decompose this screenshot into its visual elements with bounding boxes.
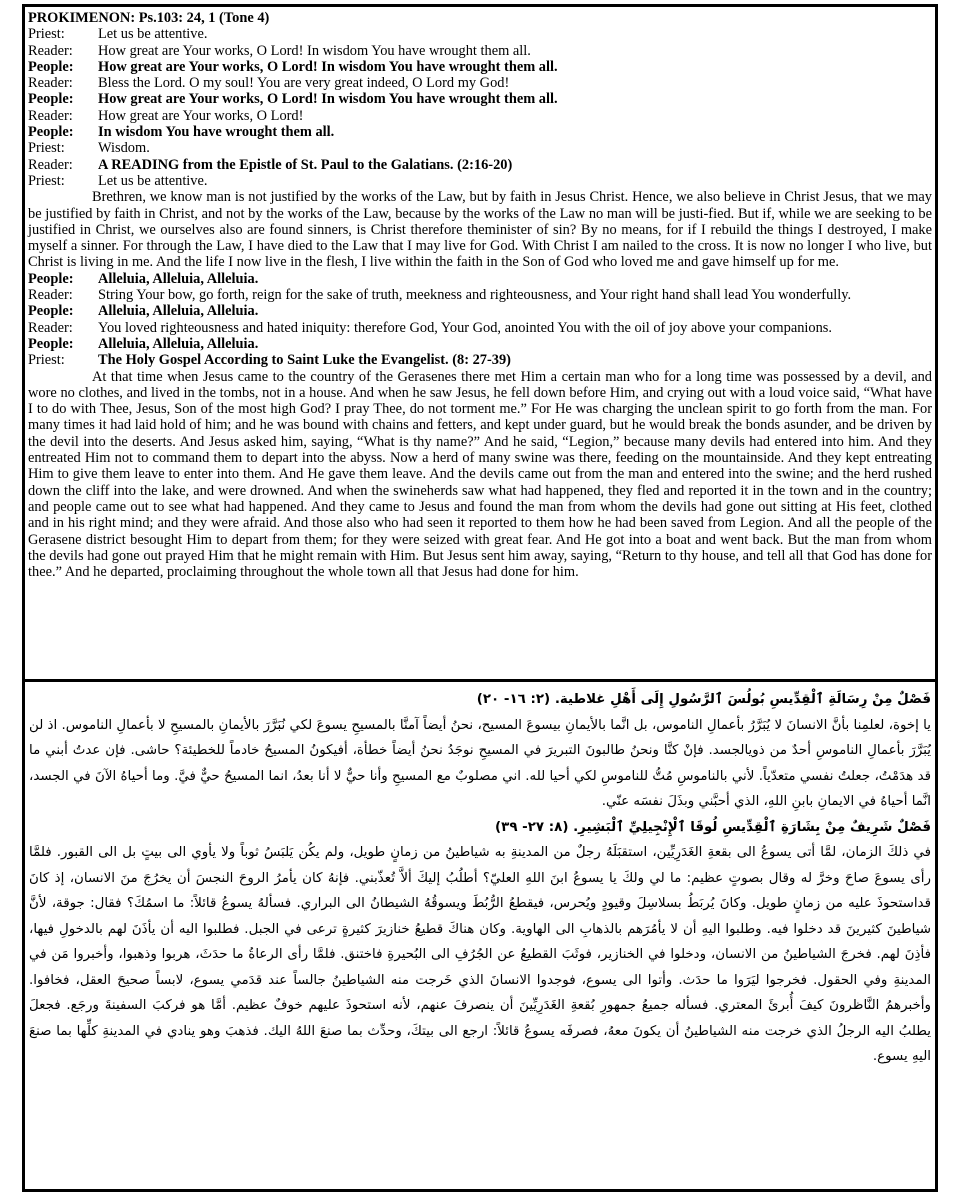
arabic-gospel-text: في ذلكَ الزمان، لمَّا أتى يسوعُ الى بقعةِ الغَدَرِيِّين، استقبَلَهُ رجلٌ من المدينةِ به شياطينُ من زمانٍ طويل، ولم يكُن يَلبَسُ ثوباً ولا يأوي الى بيتٍ بل الى القبور. فلمَّا رأى يسوعَ صاحَ وخرَّ له وقال بصوتٍ عظيم: ما لي ولكَ يا يسوعُ ابنَ اللهِ العليّ؟ أطلُبُ إليكَ ألاَّ تُعذّبني. فإنهُ كان يأمرُ الروحَ النجسَ أن يخرُجَ منَ الانسان، إذ كانَ قداستحوذَ عليه من زمانٍ طويل. وكانَ يُربَطُ بسلاسِلَ وقيودٍ ويُحرس، فيقطعُ الرُّبُطَ ويسوقُهُ الشيطانُ الى البراري. فسألهُ يسوعُ قائلاً: ما اسمُكَ؟ فقال: جوقة، لأنَّ شياطينَ كثيرينَ قد دخلوا فيه. وطلبوا اليهِ أن لا يأمُرَهم بالذهابِ الى الهاوية. وكان هناكَ قطيعُ خنازيرَ كثيرةٍ ترعى في الجبل. فطلبوا اليه أن يأذَنَ لهم بالدخولِ فيها، فأذِنَ لهم. فخرجَ الشياطينُ من الانسان، ودخلوا في الخنازير، فوثَبَ القطيعُ عن الجُرُفِ الى البُحيرةِ فاختنق. فلمَّا رأى الرعاةُ ما حدَثَ، هربوا وذهبوا، وأخبروا مَن في المدينةِ وفي الحقول. فخرجوا ليَرَوا ما حدَث. وأتوا الى يسوع، فوجدوا الانسانَ الذي خَرجت منه الشياطينُ جالساً عند قدَمي يسوع، لابساً صحيحَ العقل، فخافوا. وأخبرهمُ النَّاظرونَ كيفَ أُبرئَ المعتري. فسأله جميعُ جمهورِ بُقعةِ الغَدَرِيِّينَ أن ينصرفَ عنهم، لأنه استحوذَ عليهم خوفٌ عظيم. أمَّا هو فركبَ السفينةَ ورجَع. فجعلَ يطلبُ اليه الرجلُ الذي خرجت منه الشياطينُ أن يكونَ معهُ، فصرفَه يسوعُ قائلاً: ارجع الى بيتكَ، وحدِّث بما صنعَ اللهُ اليك. فذهبَ وهو ينادي في المدينةِ كلِّها بما صنعَ اليهِ يسوع. [29,845,931,1064]
dialogue-line [28,352,932,368]
line-text: Alleluia, Alleluia, Alleluia. [98,303,259,320]
speaker-role: Priest: [28,352,65,369]
line-text: In wisdom You have wrought them all. [98,124,335,141]
line-text: Alleluia, Alleluia, Alleluia. [98,335,259,352]
page-frame [22,4,938,1192]
arabic-readings [29,687,931,1070]
speaker-role: Reader: [28,156,73,173]
dialogue-line [28,26,932,42]
dialogue-line [28,303,932,319]
dialogue-line [28,271,932,287]
dialogue-line [28,91,932,107]
line-text: How great are Your works, O Lord! In wisdom You have wrought them all. [98,58,558,75]
speaker-role: Reader: [28,287,73,304]
speaker-role: Reader: [28,319,73,336]
line-text: Wisdom. [98,140,150,157]
line-text: How great are Your works, O Lord! In wisdom You have wrought them all. [98,91,558,108]
arabic-gospel-heading: فَصْلٌ شَرِيفٌ مِنْ بِشَارَةِ ٱلْقِدِّيسِ لُوقَا ٱلْإِنْجِيلِيِّ ٱلْبَشِيرِ. (٨: ٢٧- ٣٩) [495,819,931,835]
line-text: How great are Your works, O Lord! In wisdom You have wrought them all. [98,42,531,59]
line-text: How great are Your works, O Lord! [98,107,304,124]
speaker-role: Reader: [28,107,73,124]
dialogue-line [28,336,932,352]
speaker-role: People: [28,270,74,287]
dialogue-line [28,124,932,140]
epistle-text: Brethren, we know man is not justified by the works of the Law, but by faith in Jesus Christ. Hence, we also believe in Christ Jesus, that we may be justified by faith in Christ, and not by the works of the Law, because by the works of the Law no man will be justi-fied. But if, while we are seeking to be justified in Christ, we ourselves also are found sinners, is Christ therefore theminister of sin? By no means, for if I rebuild the things I destroyed, I make myself a sinner. For through the Law, I have died to the Law that I may live for God. With Christ I am nailed to the cross. It is now no longer I who live, but Christ is living in me. And the life I now live in the flesh, I live within the faith in the Son of God who loved me and gave himself up for me. [28,189,932,271]
english-readings [28,10,932,580]
dialogue-before-epistle [28,26,932,189]
line-text: You loved righteousness and hated iniquity: therefore God, Your God, anointed You with the oil of joy above your companions. [98,319,832,336]
arabic-epistle-text: يا إخوة، لعلمِنا بأنَّ الانسانَ لا يُبَرَّرُ بأعمالِ الناموس، بل انَّما بالأيمانِ بيسوعَ المسيح، نحنُ أيضاً آمنَّا بالمسيحِ يسوعَ لكي نُبَرَّرَ بالأيمانِ بالمسيحِ لا بأعمالِ الناموس. اذ لن يُبَرَّرَ بأعمالِ الناموسِ أحدٌ من ذويالجسد. فإنْ كنَّا ونحنُ طالبونَ التبريرَ في المسيحِ نوجَدُ نحنُ أيضاً خطأة، أفيكونُ المسيحُ خادماً للخطيئة؟ حاشى. فإن عدتُ أبني ما قد هدَمْتُ، جعلتُ نفسي متعدّياً. لأني بالناموسِ مُتُّ للناموسِ لكي أحيا لله. اني مصلوبٌ مع المسيحِ وأنا حيٌّ لا أنا بعدُ، انما المسيحُ حيٌّ فيَّ. وما أحياهُ الآنَ في الجسد، انَّما أحياهُ في الايمانِ بابنِ اللهِ، الذي أحبَّني وبذَلَ نفسَه عنّي. [29,717,931,809]
dialogue-line [28,108,932,124]
gospel-text: At that time when Jesus came to the country of the Gerasenes there met Him a certain man who for a long time was possessed by a devil, and wore no clothes, and lived in the tombs, not in a house. And when he saw Jesus, he fell down before Him, and crying out with a loud voice said, “What have I to do with Thee, Jesus, Son of the most high God? I pray Thee, do not torment me.” For He was charging the unclean spirit to go forth from the man. For many times it had laid hold of him; and he was bound with chains and fetters, and kept under guard, but he would break the bonds asunder, and be driven by the devil into the deserts. And Jesus asked him, saying, “What is thy name?” And he said, “Legion,” because many devils had entered into him. And they entreated Him not to command them to depart into the abyss. Now a herd of many swine was there, feeding on the mountainside. And they kept entreating Him to give them leave to enter into them. And He gave them leave. And the devils came out from the man and entered into the swine; and the herd rushed down the cliff into the lake, and were drowned. And when the swineherds saw what had happened, they fled and reported it in the town and in the country; and people came out to see what had happened. And they came to Jesus and found the man from whom the devils had gone out sitting at His feet, clothed and in his right mind; and they were afraid. And those also who had seen it reported to them how he had been saved from Legion. And all the people of the Gerasene district besought Him to depart from them; for they were seized with great fear. And He got into a boat and went back. But the man from whom the devils had gone out prayed Him that he might remain with Him. But Jesus sent him away, saying, “Return to thy house, and tell all that God has done for thee.” And he departed, proclaiming throughout the whole town all that Jesus had done for him. [28,368,932,581]
line-text: Bless the Lord. O my soul! You are very great indeed, O Lord my God! [98,75,510,92]
line-text: The Holy Gospel According to Saint Luke the Evangelist. (8: 27-39) [98,352,511,369]
dialogue-line [28,287,932,303]
dialogue-line [28,43,932,59]
language-divider [25,679,935,682]
speaker-role: People: [28,124,74,141]
dialogue-line [28,157,932,173]
speaker-role: Priest: [28,140,65,157]
line-text: Let us be attentive. [98,26,208,43]
line-text: String Your bow, go forth, reign for the sake of truth, meekness and righteousness, and Your right hand shall lead You wonderfully. [98,287,852,304]
line-text: Let us be attentive. [98,172,208,189]
speaker-role: People: [28,303,74,320]
speaker-role: People: [28,91,74,108]
line-text: A READING from the Epistle of St. Paul to the Galatians. (2:16-20) [98,156,513,173]
dialogue-line [28,75,932,91]
dialogue-line [28,320,932,336]
dialogue-alleluia [28,271,932,369]
arabic-epistle-heading: فَصْلٌ مِنْ رِسَالَةِ ٱلْقِدِّيسِ بُولُسَ ٱلرَّسُولِ إِلَى أَهْلِ غلاطية. (٢: ١٦- ٢٠) [476,692,931,707]
dialogue-line [28,59,932,75]
speaker-role: People: [28,58,74,75]
speaker-role: Reader: [28,42,73,59]
speaker-role: Priest: [28,26,65,43]
line-text: Alleluia, Alleluia, Alleluia. [98,270,259,287]
prokimenon-heading: PROKIMENON: Ps.103: 24, 1 (Tone 4) [28,10,270,26]
dialogue-line [28,173,932,189]
speaker-role: Priest: [28,172,65,189]
speaker-role: Reader: [28,75,73,92]
speaker-role: People: [28,335,74,352]
dialogue-line [28,140,932,156]
